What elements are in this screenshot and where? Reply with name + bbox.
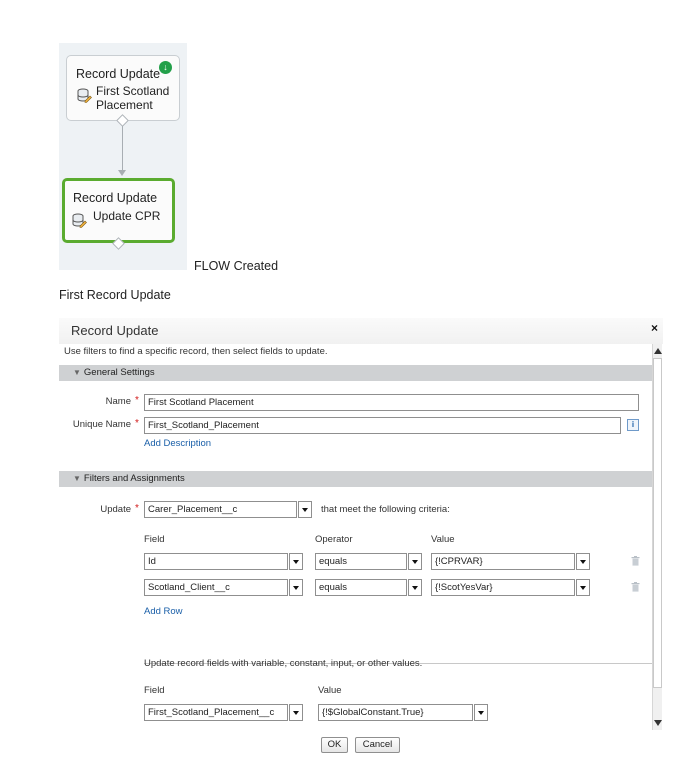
required-icon: * (135, 395, 139, 406)
filter-operator-select[interactable]: equals (315, 553, 407, 570)
filter-value-input[interactable]: {!ScotYesVar} (431, 579, 575, 596)
filter-operator-select[interactable]: equals (315, 579, 407, 596)
scrollbar-thumb[interactable] (653, 358, 662, 688)
node-label (96, 84, 169, 112)
trash-icon[interactable] (631, 582, 640, 592)
chevron-down-icon[interactable] (289, 579, 303, 596)
flow-created-caption: FLOW Created (194, 259, 279, 273)
general-settings-section[interactable] (59, 365, 652, 381)
flow-node-first-scotland-placement[interactable] (66, 55, 180, 121)
chevron-down-icon[interactable] (289, 704, 303, 721)
scroll-up-icon[interactable] (654, 348, 662, 354)
first-record-update-caption: First Record Update (59, 288, 171, 302)
filter-field-select[interactable]: Scotland_Client__c (144, 579, 288, 596)
filters-assignments-section[interactable] (59, 471, 652, 487)
record-update-dialog (59, 318, 663, 761)
ok-button[interactable]: OK (321, 737, 348, 753)
criteria-text: that meet the following criteria: (321, 504, 450, 515)
cancel-button[interactable]: Cancel (355, 737, 400, 753)
dialog-header (59, 318, 663, 344)
scrollbar[interactable] (652, 344, 662, 730)
trash-icon[interactable] (631, 556, 640, 566)
filter-value-input[interactable]: {!CPRVAR} (431, 553, 575, 570)
node-label-line1: First Scotland (96, 84, 170, 98)
connector-arrow-icon (118, 170, 126, 176)
name-input[interactable]: First Scotland Placement (144, 394, 639, 411)
name-label: Name (105, 396, 131, 407)
chevron-down-icon[interactable] (408, 579, 422, 596)
chevron-down-icon[interactable] (474, 704, 488, 721)
column-field: Field (144, 685, 165, 696)
add-row-link[interactable]: Add Row (144, 606, 183, 617)
start-badge-icon: ↓ (159, 61, 172, 74)
info-icon[interactable]: i (627, 419, 639, 431)
unique-name-label: Unique Name (72, 419, 131, 430)
node-label-line2: Placement (96, 98, 153, 112)
dialog-body (59, 344, 652, 730)
section-heading: Filters and Assignments (83, 473, 185, 484)
record-update-icon (72, 213, 87, 228)
assignment-intro: Update record fields with variable, constant, input, or other values. (144, 658, 423, 669)
chevron-down-icon[interactable] (408, 553, 422, 570)
filter-field-select[interactable]: Id (144, 553, 288, 570)
update-object-select[interactable]: Carer_Placement__c (144, 501, 297, 518)
dialog-intro: Use filters to find a specific record, then select fields to update. (64, 346, 328, 357)
column-value: Value (431, 534, 455, 545)
column-operator: Operator (315, 534, 353, 545)
chevron-down-icon[interactable] (576, 579, 590, 596)
connector-line (122, 126, 123, 171)
flow-node-update-cpr[interactable] (62, 178, 175, 243)
record-update-icon (77, 88, 92, 103)
chevron-down-icon[interactable] (298, 501, 312, 518)
node-type-label: Record Update (73, 191, 158, 205)
chevron-down-icon[interactable] (576, 553, 590, 570)
collapse-triangle-icon: ▼ (73, 474, 81, 483)
collapse-triangle-icon: ▼ (73, 368, 81, 377)
column-field: Field (144, 534, 165, 545)
assignment-value-input[interactable]: {!$GlobalConstant.True} (318, 704, 473, 721)
node-label: Update CPR (93, 209, 161, 223)
scroll-down-icon[interactable] (654, 720, 662, 726)
required-icon: * (135, 503, 139, 514)
column-value: Value (318, 685, 342, 696)
unique-name-input[interactable]: First_Scotland_Placement (144, 417, 621, 434)
dialog-title: Record Update (71, 323, 159, 338)
close-icon[interactable]: × (650, 321, 658, 335)
update-label: Update (100, 504, 131, 515)
required-icon: * (135, 418, 139, 429)
assignment-field-select[interactable]: First_Scotland_Placement__c (144, 704, 288, 721)
chevron-down-icon[interactable] (289, 553, 303, 570)
node-type-label: Record Update (76, 67, 161, 81)
add-description-link[interactable]: Add Description (144, 438, 212, 449)
section-heading: General Settings (83, 367, 155, 378)
flow-canvas (59, 43, 187, 270)
